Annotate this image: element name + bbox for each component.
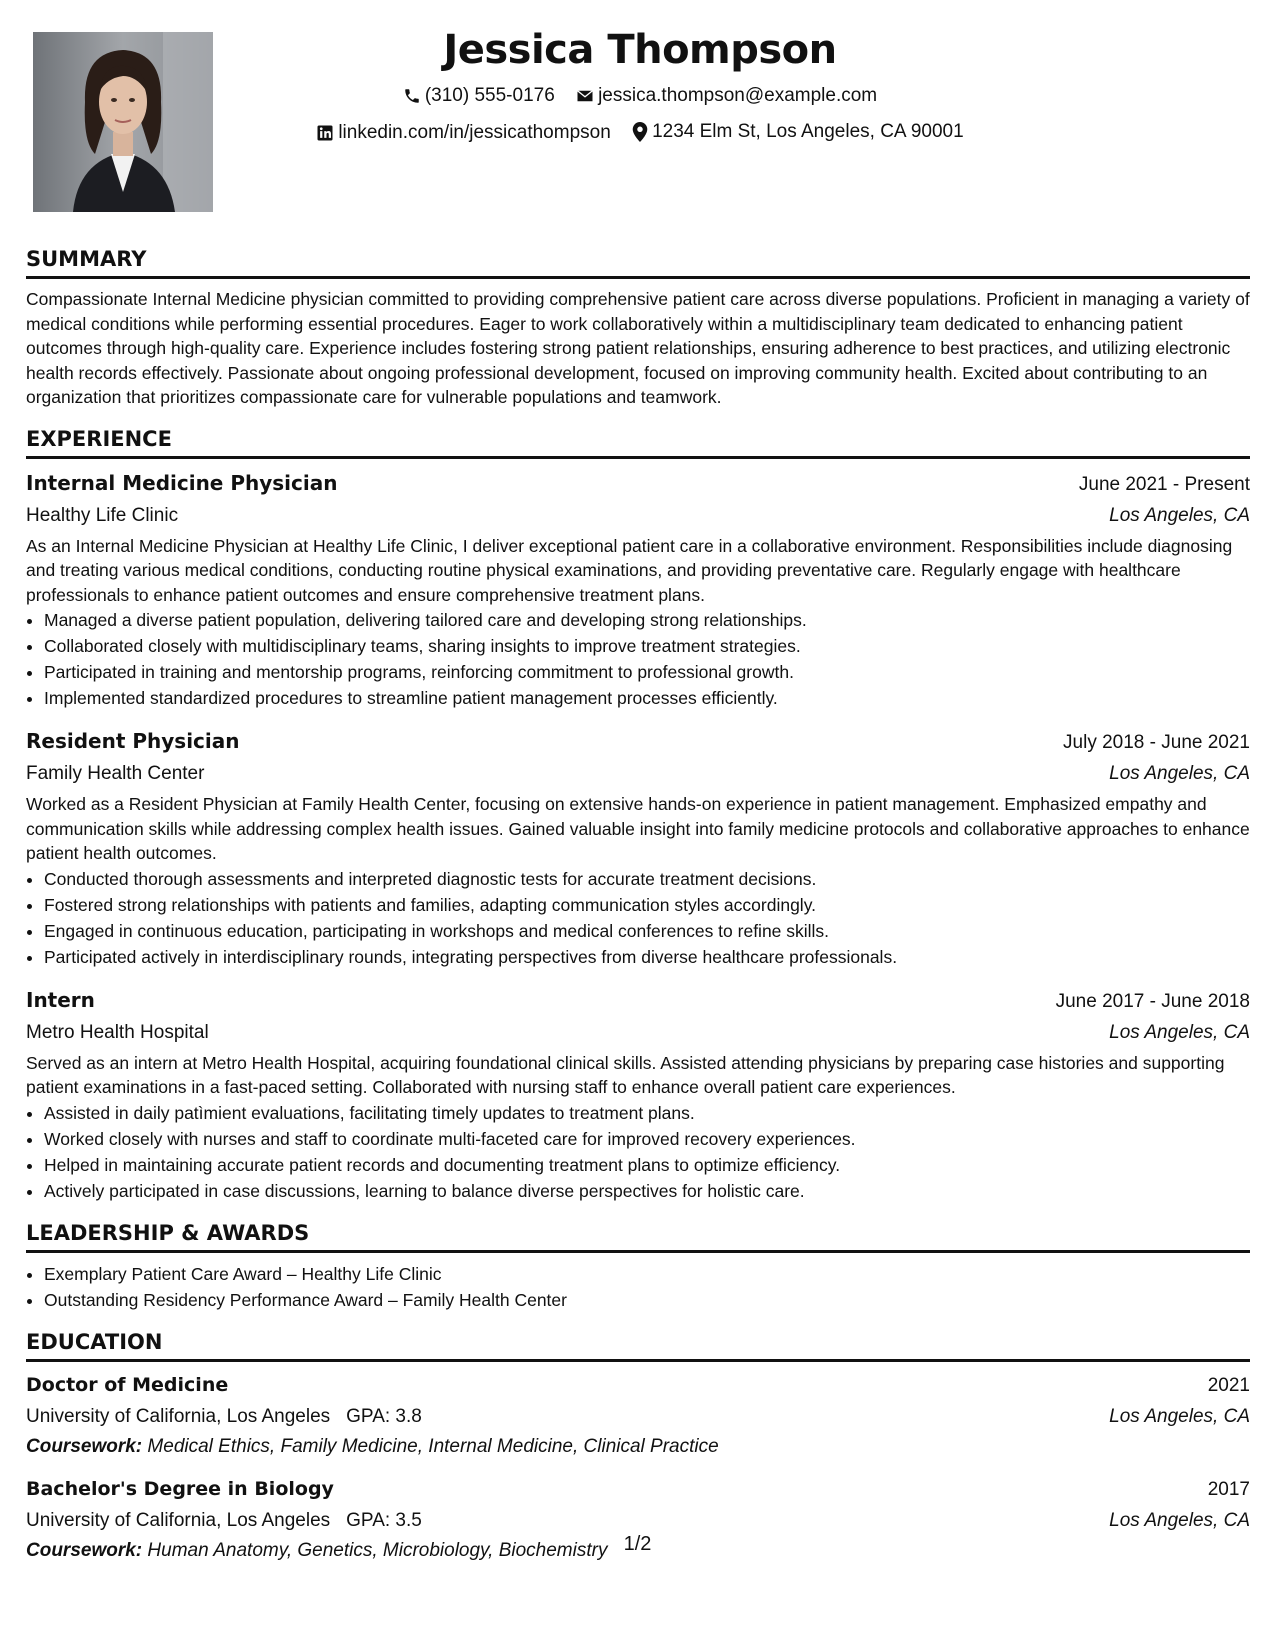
list-item: • Exemplary Patient Care Award – Healthy Life Clinic bbox=[44, 1261, 1250, 1287]
gpa: GPA: 3.8 bbox=[346, 1405, 422, 1427]
school-location: Los Angeles, CA bbox=[1109, 1509, 1250, 1531]
company-name: Healthy Life Clinic bbox=[26, 504, 179, 526]
section-title-summary: SUMMARY bbox=[26, 244, 1250, 279]
job-description: Served as an intern at Metro Health Hospital, acquiring foundational clinical skills. Assisted attending physicians by preparing case histories and supporting patient examinations in a fast-paced setting. Collaborated with nursing staff to enhance overall patient care experiences. bbox=[26, 1052, 1225, 1097]
job-location: Los Angeles, CA bbox=[1109, 504, 1250, 526]
resume-body bbox=[26, 244, 1250, 1580]
resume-header bbox=[250, 22, 1030, 151]
job-bullets bbox=[26, 607, 1250, 711]
coursework-label: Coursework: bbox=[26, 1435, 143, 1457]
section-title-education: EDUCATION bbox=[26, 1327, 1250, 1362]
coursework-list: Human Anatomy, Genetics, Microbiology, Biochemistry bbox=[147, 1539, 608, 1561]
map-pin-icon bbox=[632, 122, 648, 142]
job-dates: June 2021 - Present bbox=[1078, 473, 1250, 495]
street-address: 1234 Elm St, Los Angeles, CA 90001 bbox=[652, 121, 964, 142]
portrait-image bbox=[33, 32, 213, 212]
job-dates: June 2017 - June 2018 bbox=[1055, 990, 1250, 1012]
school-info bbox=[26, 1402, 422, 1432]
address-contact bbox=[632, 118, 964, 146]
job-entry bbox=[26, 725, 1250, 970]
job-description: Worked as a Resident Physician at Family Health Center, focusing on extensive hands-on experience in patient management. Emphasized empathy and communication skills while addressing complex health issues. Gained valuable insight into family medicine protocols and collaborative approaches to enhance patient health outcomes. bbox=[26, 794, 1250, 863]
list-item: • Implemented standardized procedures to streamline patient management processes efficiently. bbox=[44, 685, 1250, 711]
list-item: • Helped in maintaining accurate patient records and documenting treatment plans to optimize efficiency. bbox=[44, 1152, 1250, 1178]
page-number: 1/2 bbox=[623, 1533, 652, 1555]
job-title: Resident Physician bbox=[26, 729, 240, 753]
degree-name: Doctor of Medicine bbox=[26, 1373, 229, 1396]
list-item: • Participated in training and mentorship programs, reinforcing commitment to professional growth. bbox=[44, 659, 1250, 685]
school-name: University of California, Los Angeles bbox=[26, 1509, 331, 1531]
gpa: GPA: 3.5 bbox=[346, 1509, 422, 1531]
coursework-list: Medical Ethics, Family Medicine, Internal Medicine, Clinical Practice bbox=[147, 1435, 719, 1457]
school-location: Los Angeles, CA bbox=[1109, 1405, 1250, 1427]
linkedin-url[interactable]: linkedin.com/in/jessicathompson bbox=[338, 122, 611, 143]
list-item: • Outstanding Residency Performance Award – Family Health Center bbox=[44, 1287, 1250, 1313]
company-name: Family Health Center bbox=[26, 763, 205, 784]
company-name: Metro Health Hospital bbox=[26, 1021, 209, 1043]
job-description: As an Internal Medicine Physician at Healthy Life Clinic, I deliver exceptional patient care in a collaborative environment. Responsibilities include diagnosing and treating various medical conditions, conducting routine physical examinations, and providing preventative care. Regularly engage with healthcare professionals to enhance patient outcomes and ensure comprehensive treatment plans. bbox=[26, 535, 1233, 605]
awards-section bbox=[26, 1218, 1250, 1313]
list-item: • Engaged in continuous education, participating in workshops and medical conferences to refine skills. bbox=[44, 918, 1250, 944]
graduation-year: 2017 bbox=[1207, 1478, 1250, 1500]
job-dates: July 2018 - June 2021 bbox=[1063, 732, 1250, 753]
job-title: Intern bbox=[26, 987, 95, 1012]
awards-list bbox=[26, 1261, 1250, 1313]
summary-text: Compassionate Internal Medicine physician committed to providing comprehensive patient care across diverse populations. Proficient in managing a variety of medical conditions while performing essential procedures. Eager to work collaboratively within a multidisciplinary team dedicated to enhancing patient outcomes through high-quality care. Experience includes fostering strong patient relationships, ensuring adherence to best practices, and utilizing electronic health records effectively. Passionate about ongoing professional development, focused on improving community health. Excited about contributing to an organization that prioritizes compassionate care for vulnerable populations and teamwork. bbox=[26, 289, 1250, 407]
education-entry bbox=[26, 1370, 1250, 1462]
job-entry bbox=[26, 467, 1250, 712]
candidate-name: Jessica Thompson bbox=[443, 27, 837, 73]
email-address[interactable]: jessica.thompson@example.com bbox=[598, 85, 878, 106]
contact-line-1 bbox=[250, 82, 1030, 114]
list-item: • Participated actively in interdisciplinary rounds, integrating perspectives from diverse healthcare professionals. bbox=[44, 944, 1250, 970]
section-title-awards: LEADERSHIP & AWARDS bbox=[26, 1218, 1250, 1253]
job-location: Los Angeles, CA bbox=[1109, 1021, 1250, 1043]
job-location: Los Angeles, CA bbox=[1109, 763, 1250, 784]
summary-section bbox=[26, 244, 1250, 410]
profile-photo bbox=[33, 32, 213, 212]
job-title: Internal Medicine Physician bbox=[26, 470, 338, 495]
list-item: • Assisted in daily patìmient evaluations, facilitating timely updates to treatment plans. bbox=[44, 1100, 1250, 1126]
coursework-label: Coursework: bbox=[26, 1539, 143, 1561]
list-item: • Collaborated closely with multidisciplinary teams, sharing insights to improve treatment strategies. bbox=[44, 633, 1250, 659]
degree-name: Bachelor's Degree in Biology bbox=[26, 1477, 334, 1500]
list-item: • Fostered strong relationships with patients and families, adapting communication styles accordingly. bbox=[44, 892, 1250, 918]
coursework bbox=[26, 1432, 1250, 1462]
phone-icon bbox=[403, 87, 421, 105]
linkedin-icon bbox=[316, 124, 334, 142]
list-item: • Conducted thorough assessments and interpreted diagnostic tests for accurate treatment decisions. bbox=[44, 866, 1250, 892]
list-item: • Actively participated in case discussions, learning to balance diverse perspectives for holistic care. bbox=[44, 1178, 1250, 1204]
graduation-year: 2021 bbox=[1207, 1374, 1250, 1396]
education-section bbox=[26, 1327, 1250, 1566]
contact-line-2 bbox=[250, 118, 1030, 151]
experience-section bbox=[26, 424, 1250, 1204]
phone-contact bbox=[403, 82, 555, 110]
linkedin-contact[interactable] bbox=[316, 119, 610, 147]
phone-number: (310) 555-0176 bbox=[424, 85, 555, 106]
section-title-experience: EXPERIENCE bbox=[26, 424, 1250, 459]
email-contact[interactable] bbox=[576, 82, 877, 110]
school-info bbox=[26, 1506, 422, 1536]
job-bullets bbox=[26, 1100, 1250, 1204]
list-item: • Managed a diverse patient population, delivering tailored care and developing strong relationships. bbox=[44, 607, 1250, 633]
school-name: University of California, Los Angeles bbox=[26, 1405, 331, 1427]
job-bullets bbox=[26, 866, 1250, 970]
job-entry bbox=[26, 984, 1250, 1204]
envelope-icon bbox=[576, 87, 594, 105]
list-item: • Worked closely with nurses and staff to coordinate multi-faceted care for improved recovery experiences. bbox=[44, 1126, 1250, 1152]
